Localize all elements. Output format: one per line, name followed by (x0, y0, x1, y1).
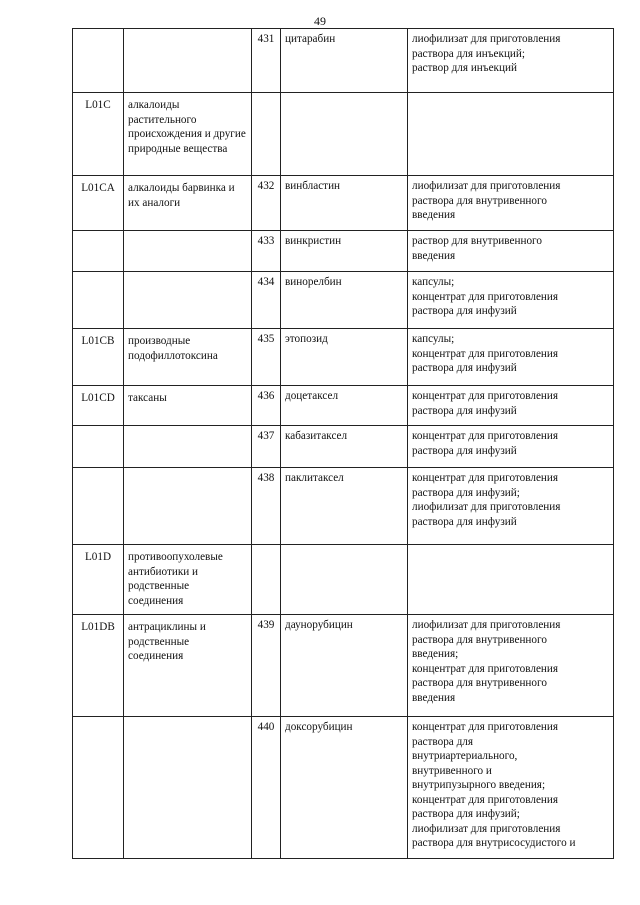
table-row (73, 176, 614, 231)
drug-name-cell: винорелбин (281, 272, 408, 329)
atc-code-cell: L01CD (73, 386, 124, 426)
dosage-form-cell: лиофилизат для приготовления раствора для внутривенного введения (408, 176, 614, 231)
atc-group-cell: противоопухолевые антибиотики и родственные соединения (124, 545, 252, 615)
table-row (73, 29, 614, 93)
atc-group-cell (124, 468, 252, 545)
dosage-form-cell: лиофилизат для приготовления раствора для внутривенного введения; концентрат для приготовления раствора для внутривенного введения (408, 615, 614, 717)
atc-code-cell: L01C (73, 93, 124, 176)
row-number-cell: 437 (252, 426, 281, 468)
atc-code-cell: L01CA (73, 176, 124, 231)
row-number-cell: 431 (252, 29, 281, 93)
table-row (73, 468, 614, 545)
drug-name-cell: этопозид (281, 329, 408, 386)
drug-name-cell (281, 93, 408, 176)
atc-group-cell: производные подофиллотоксина (124, 329, 252, 386)
row-number-cell (252, 93, 281, 176)
row-number-cell: 436 (252, 386, 281, 426)
table-row (73, 545, 614, 615)
table-row (73, 93, 614, 176)
drug-name-cell: цитарабин (281, 29, 408, 93)
atc-group-cell: алкалоиды растительного происхождения и другие природные вещества (124, 93, 252, 176)
drug-name-cell: паклитаксел (281, 468, 408, 545)
atc-code-cell (73, 272, 124, 329)
row-number-cell: 434 (252, 272, 281, 329)
page-number: 49 (314, 14, 326, 28)
dosage-form-cell: концентрат для приготовления раствора для внутриартериального, внутривенного и внутрипузырного введения; концентрат для приготовления раствора для инфузий; лиофилизат для приготовления раствора для внутрисосудистого и (408, 717, 614, 859)
atc-code-cell (73, 717, 124, 859)
table-row (73, 272, 614, 329)
drug-name-cell: винбластин (281, 176, 408, 231)
atc-code-cell (73, 426, 124, 468)
dosage-form-cell (408, 545, 614, 615)
row-number-cell: 440 (252, 717, 281, 859)
atc-group-cell (124, 272, 252, 329)
atc-code-cell (73, 29, 124, 93)
atc-code-cell: L01CB (73, 329, 124, 386)
atc-code-cell: L01DB (73, 615, 124, 717)
atc-code-cell: L01D (73, 545, 124, 615)
dosage-form-cell: лиофилизат для приготовления раствора для инъекций; раствор для инъекций (408, 29, 614, 93)
dosage-form-cell: концентрат для приготовления раствора для инфузий (408, 426, 614, 468)
atc-group-cell: антрациклины и родственные соединения (124, 615, 252, 717)
atc-group-cell (124, 426, 252, 468)
table-row (73, 717, 614, 859)
row-number-cell: 433 (252, 231, 281, 272)
row-number-cell: 432 (252, 176, 281, 231)
table-row (73, 615, 614, 717)
dosage-form-cell: концентрат для приготовления раствора для инфузий (408, 386, 614, 426)
dosage-form-cell: капсулы; концентрат для приготовления раствора для инфузий (408, 329, 614, 386)
drug-table (72, 28, 614, 859)
atc-group-cell (124, 29, 252, 93)
drug-name-cell: кабазитаксел (281, 426, 408, 468)
atc-code-cell (73, 231, 124, 272)
atc-group-cell: алкалоиды барвинка и их аналоги (124, 176, 252, 231)
drug-name-cell (281, 545, 408, 615)
table-row (73, 329, 614, 386)
row-number-cell: 439 (252, 615, 281, 717)
row-number-cell (252, 545, 281, 615)
atc-group-cell (124, 717, 252, 859)
drug-name-cell: доцетаксел (281, 386, 408, 426)
table-row (73, 426, 614, 468)
dosage-form-cell: раствор для внутривенного введения (408, 231, 614, 272)
table-row (73, 231, 614, 272)
row-number-cell: 438 (252, 468, 281, 545)
dosage-form-cell (408, 93, 614, 176)
drug-name-cell: доксорубицин (281, 717, 408, 859)
atc-group-cell: таксаны (124, 386, 252, 426)
drug-name-cell: винкристин (281, 231, 408, 272)
atc-code-cell (73, 468, 124, 545)
drug-name-cell: даунорубицин (281, 615, 408, 717)
table-row (73, 386, 614, 426)
dosage-form-cell: концентрат для приготовления раствора для инфузий; лиофилизат для приготовления раствора для инфузий (408, 468, 614, 545)
row-number-cell: 435 (252, 329, 281, 386)
atc-group-cell (124, 231, 252, 272)
dosage-form-cell: капсулы; концентрат для приготовления раствора для инфузий (408, 272, 614, 329)
